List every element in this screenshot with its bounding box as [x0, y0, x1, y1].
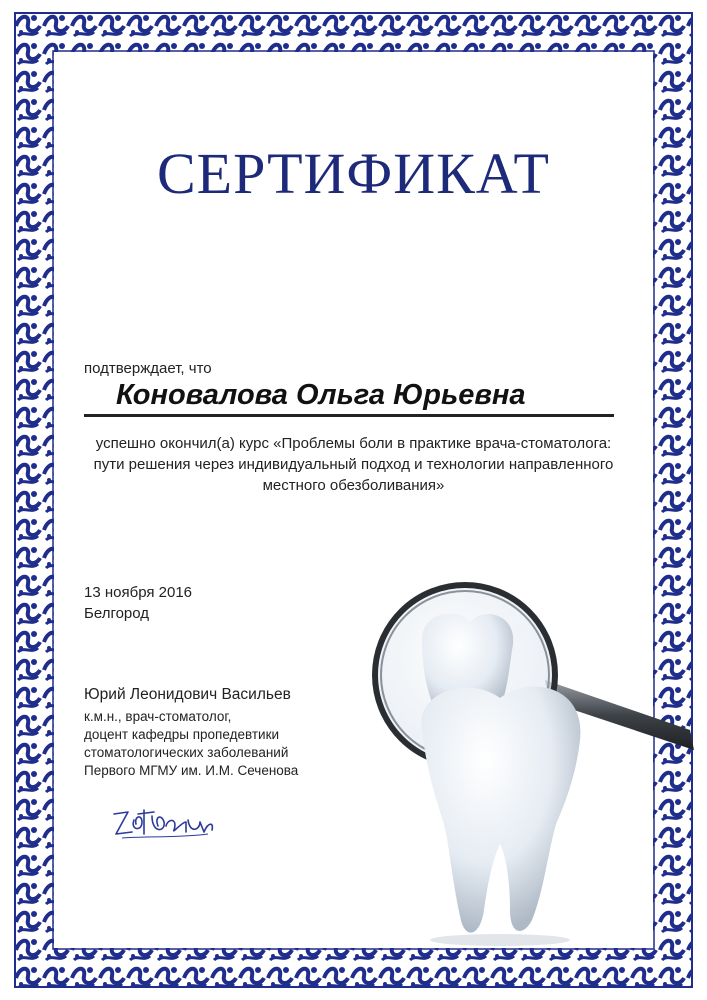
- course-line: успешно окончил(а) курс «Проблемы боли в практике врача-стоматолога:: [95, 435, 612, 452]
- name-underline: [84, 414, 614, 417]
- signature-icon: [108, 800, 218, 848]
- course-line: пути решения через индивидуальный подход и технологии направленного: [93, 456, 614, 473]
- confirm-text: подтверждает, что: [84, 360, 212, 377]
- signer-name: Юрий Леонидович Васильев: [84, 686, 291, 703]
- tooth-magnifier-icon: [360, 580, 700, 950]
- certificate-title: СЕРТИФИКАТ: [156, 141, 550, 206]
- course-line: местного обезболивания»: [262, 477, 445, 494]
- date-place: [84, 582, 192, 624]
- recipient-name: Коновалова Ольга Юрьевна: [116, 379, 526, 411]
- signer-block: [84, 686, 298, 780]
- issue-date: 13 ноября 2016: [84, 584, 193, 601]
- signer-title-line: Первого МГМУ им. И.М. Сеченова: [84, 763, 299, 778]
- issue-city: Белгород: [84, 605, 150, 622]
- signer-title-line: к.м.н., врач-стоматолог,: [84, 709, 232, 724]
- signer-title-line: стоматологических заболеваний: [84, 745, 289, 760]
- course-description: [60, 433, 647, 496]
- signer-title-line: доцент кафедры пропедевтики: [84, 727, 280, 742]
